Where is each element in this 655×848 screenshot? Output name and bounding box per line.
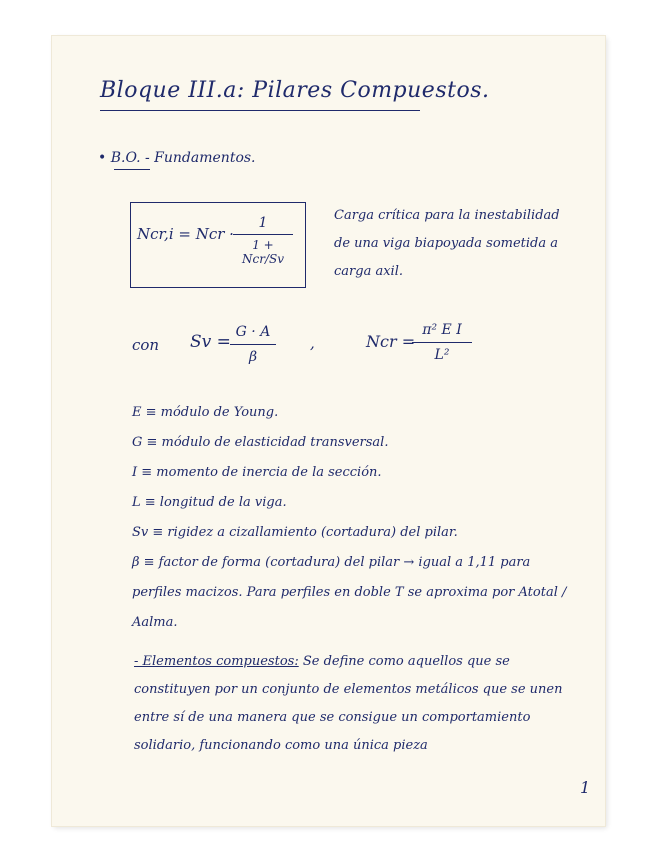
- comma: ,: [310, 334, 315, 352]
- sv-formula-fraction: [230, 324, 276, 365]
- sv-denominator: β: [248, 349, 258, 365]
- fraction-bar: [233, 234, 293, 235]
- definition-E: E ≡ módulo de Young.: [132, 405, 279, 420]
- fraction-bar: [230, 344, 276, 345]
- definition-I: I ≡ momento de inercia de la sección.: [132, 465, 382, 480]
- page-number: 1: [580, 778, 591, 797]
- ncr-formula-fraction: [412, 322, 472, 363]
- elementos-compuestos-paragraph: [134, 648, 574, 760]
- title-underline: [100, 110, 420, 111]
- sv-numerator: G · A: [235, 324, 271, 340]
- notebook-page: [52, 36, 605, 826]
- ncr-denominator: L²: [434, 347, 450, 363]
- definition-L: L ≡ longitud de la viga.: [132, 495, 287, 510]
- fraction-bar: [412, 342, 472, 343]
- sv-formula-lhs: Sv =: [190, 332, 231, 352]
- definitions-list: [132, 398, 458, 548]
- formula-denominator: 1 + Ncr/Sv: [242, 238, 284, 266]
- elementos-text: Se define como aquellos que se constituyen por un conjunto de elementos metálicos que se unen entre sí de una manera que se consigue un comportamiento solidario, funcionando como una única pieza: [134, 654, 563, 753]
- section-heading: • B.O. - Fundamentos.: [98, 150, 256, 166]
- section-underline: [114, 169, 150, 170]
- elementos-heading: - Elementos compuestos:: [134, 654, 299, 669]
- page-title: Bloque III.a: Pilares Compuestos.: [100, 78, 490, 103]
- formula-lhs: Ncr,i = Ncr ·: [137, 225, 234, 243]
- formula-fraction: [233, 215, 293, 266]
- con-label: con: [132, 336, 160, 354]
- ncr-numerator: π² E I: [422, 322, 462, 338]
- definition-G: G ≡ módulo de elasticidad transversal.: [132, 435, 389, 450]
- definition-Sv: Sv ≡ rigidez a cizallamiento (cortadura) del pilar.: [132, 525, 458, 540]
- definition-beta: β ≡ factor de forma (cortadura) del pilar → igual a 1,11 para perfiles macizos. Para perfiles en doble T se aproxima por Atotal / Aalma.: [132, 555, 567, 630]
- formula-description: Carga crítica para la inestabilidad de una viga biapoyada sometida a carga axil.: [334, 208, 560, 279]
- critical-load-formula-box: [130, 202, 306, 288]
- formula-numerator: 1: [258, 215, 268, 231]
- ncr-formula-lhs: Ncr =: [366, 332, 416, 351]
